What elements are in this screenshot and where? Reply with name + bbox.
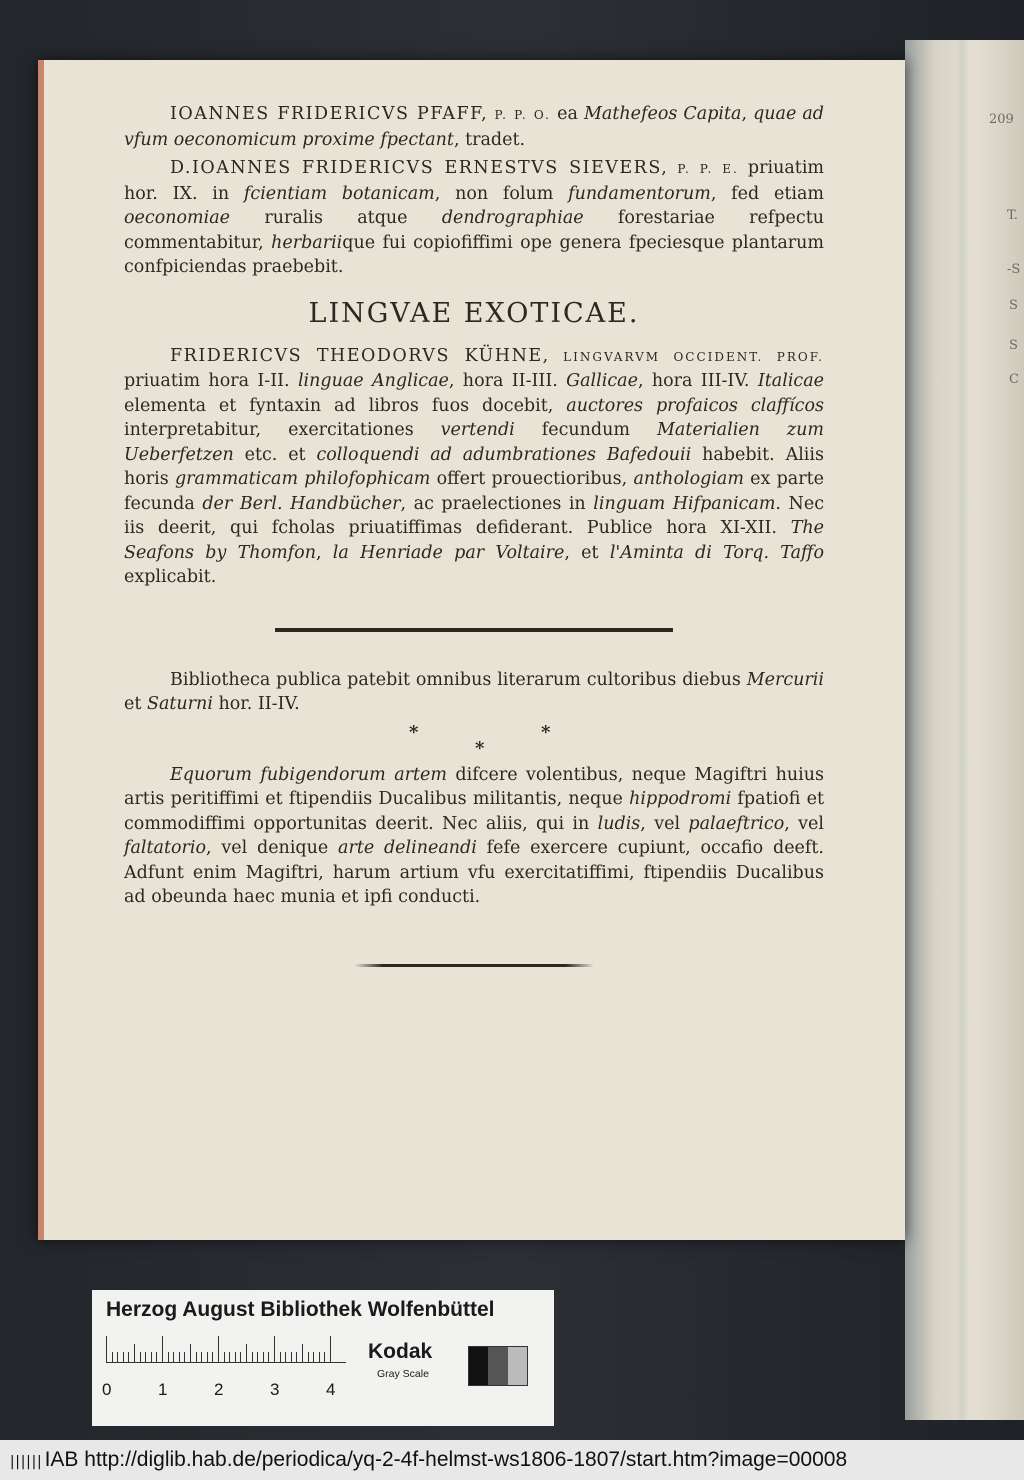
text-run: forestariae refpectu commentabitur, — [124, 208, 825, 253]
asterism-star: * — [409, 721, 419, 743]
text-run: P. P. O. — [488, 108, 558, 122]
ruler-number: 1 — [158, 1380, 168, 1399]
text-run: , ac praelectiones in — [400, 493, 594, 514]
text-run: priuatim hor. IX. in — [124, 158, 825, 204]
ruler-tick — [162, 1336, 163, 1362]
text-run: hor. II-IV. — [212, 694, 300, 714]
color-target-card — [92, 1290, 554, 1426]
ruler-tick — [224, 1352, 225, 1362]
text-run: . Nec iis deerit, qui fcholas priuatiffimas defiderant. Publice hora XI-XII. — [124, 493, 824, 538]
asterism — [124, 721, 824, 761]
ruler-tick — [218, 1336, 219, 1362]
ruler-tick — [207, 1352, 208, 1362]
text-run: , vel — [784, 813, 825, 834]
library-notice — [124, 668, 824, 717]
text-run: et — [124, 694, 147, 714]
text-run: anthologiam — [633, 469, 744, 489]
text-run: palaeftrico — [688, 813, 785, 834]
text-run: Mathefeos Capita — [583, 104, 742, 124]
text-run: Mercurii — [746, 669, 824, 690]
ruler-tick — [196, 1352, 197, 1362]
text-run: faltatorio — [124, 838, 207, 858]
text-run: dendrographiae — [441, 208, 584, 228]
text-run: priuatim hora I-II. — [124, 371, 298, 391]
ruler-tick — [117, 1352, 118, 1362]
ruler-tick — [308, 1352, 309, 1362]
lecture-entry-kuhne — [124, 344, 824, 590]
text-run: LINGVARVM OCCIDENT. PROF. — [549, 349, 824, 364]
text-run: grammaticam philofophicam — [174, 469, 431, 489]
ruler-tick — [106, 1336, 107, 1362]
glass-plate-edge — [955, 40, 969, 1420]
ruler-tick — [151, 1352, 152, 1362]
text-run: herbarii — [271, 232, 343, 253]
text-run: explicabit. — [124, 567, 217, 587]
page-text-block — [124, 102, 824, 967]
edge-mark: T. — [1007, 208, 1018, 223]
edge-mark: 209 — [989, 112, 1014, 127]
text-run: linguam Hifpanicam — [593, 493, 776, 514]
ruler-tick — [173, 1352, 174, 1362]
document-page — [38, 60, 905, 1240]
text-run: fcientiam botanicam — [243, 183, 435, 204]
text-run: ea — [557, 104, 584, 124]
text-run: fpatiofi et commodiffimi opportunitas deerit. Nec aliis, qui in — [124, 789, 824, 834]
text-run: Equorum fubigendorum artem — [170, 764, 447, 785]
ruler-tick — [128, 1352, 129, 1362]
text-run: colloquendi ad adumbrationes Bafedouii — [316, 444, 692, 465]
scale-ruler — [106, 1336, 346, 1363]
edge-mark: S — [1009, 298, 1018, 313]
ruler-tick — [285, 1352, 286, 1362]
page-url[interactable]: http://diglib.hab.de/periodica/yq-2-4f-helmst-ws1806-1807/start.htm?image=00008 — [84, 1448, 848, 1471]
ruler-tick — [291, 1352, 292, 1362]
ruler-tick — [263, 1352, 264, 1362]
text-run: , non folum — [434, 183, 569, 204]
riding-notice — [124, 763, 824, 910]
ruler-tick — [229, 1352, 230, 1362]
section-heading: LINGVAE EXOTICAE. — [308, 297, 640, 329]
lecture-entry-sievers — [124, 156, 824, 280]
edge-mark: S — [1009, 338, 1018, 353]
gray-scale-label: Gray Scale — [377, 1368, 429, 1380]
ruler-tick — [240, 1352, 241, 1362]
text-run: IOANNES FRIDERICVS PFAFF, — [170, 104, 489, 124]
text-run: D.IOANNES FRIDERICVS ERNESTVS SIEVERS, — [170, 158, 669, 178]
text-run: auctores profaicos claffícos — [566, 395, 824, 416]
horizontal-rule — [275, 628, 673, 632]
ruler-tick — [235, 1352, 236, 1362]
text-run: ludis — [597, 813, 641, 834]
text-run: vertendi — [440, 420, 515, 440]
ruler-tick — [112, 1352, 113, 1362]
text-run: , — [741, 104, 754, 124]
text-run: interpretabitur, exercitationes — [124, 420, 441, 440]
text-run: Saturni — [146, 694, 213, 714]
asterism-star: * — [541, 721, 551, 743]
text-run: quae ad vfum oeconomicum proxime fpectant — [124, 104, 824, 150]
text-run: habebit. Aliis horis — [124, 444, 824, 489]
ruler-tick — [330, 1336, 331, 1362]
text-run: , — [315, 542, 333, 563]
text-run: , hora II-III. — [448, 371, 567, 391]
ruler-tick — [168, 1352, 169, 1362]
text-run: la Henriade par Voltaire — [332, 542, 565, 563]
ruler-tick — [123, 1352, 124, 1362]
text-run: fundamentorum — [568, 183, 711, 204]
gray-patch — [508, 1347, 527, 1385]
ruler-tick — [319, 1352, 320, 1362]
text-run: fecundum — [514, 420, 657, 440]
edge-mark: -S — [1007, 262, 1021, 277]
text-run: Italicae — [757, 371, 825, 391]
text-run: etc. et — [233, 444, 317, 465]
text-run: The Seafons by Thomfon — [124, 518, 824, 563]
text-run: linguae Anglicae — [297, 371, 449, 391]
text-run: P. P. E. — [668, 162, 748, 176]
text-run: der Berl. Handbücher — [202, 493, 401, 514]
text-run: hippodromi — [629, 789, 732, 809]
ruler-tick — [212, 1352, 213, 1362]
ruler-tick — [324, 1352, 325, 1362]
ruler-tick — [280, 1352, 281, 1362]
ruler-tick — [201, 1352, 202, 1362]
text-run: , tradet. — [453, 129, 526, 150]
text-run: FRIDERICVS THEODORVS KÜHNE, — [170, 345, 550, 366]
ruler-tick — [257, 1352, 258, 1362]
text-run: Gallicae — [566, 371, 638, 391]
text-run: , hora III-IV. — [637, 371, 758, 391]
ruler-tick — [134, 1344, 135, 1362]
ruler-tick — [268, 1352, 269, 1362]
text-run: l'Aminta di Torq. Taffo — [609, 542, 824, 563]
lecture-entry-pfaff — [124, 102, 824, 152]
barcode-icon: |||||| — [8, 1454, 41, 1470]
ruler-tick — [246, 1344, 247, 1362]
ruler-number: 2 — [214, 1380, 224, 1399]
text-run: Materialien zum Ueberfetzen — [124, 420, 824, 465]
text-run: ex parte fecunda — [124, 469, 824, 514]
ruler-tick — [156, 1352, 157, 1362]
text-run: , vel denique — [206, 838, 339, 858]
edge-mark: C — [1009, 372, 1019, 387]
ruler-tick — [302, 1344, 303, 1362]
text-run: oeconomiae — [124, 208, 231, 228]
asterism-star: * — [475, 737, 485, 759]
text-run: offert prouectioribus, — [430, 469, 634, 489]
text-run: , vel — [640, 813, 689, 834]
text-run: , fed etiam — [710, 183, 824, 204]
ruler-number: 3 — [270, 1380, 280, 1399]
url-prefix: IAB — [44, 1448, 79, 1471]
gray-patch — [488, 1347, 507, 1385]
ruler-tick — [296, 1352, 297, 1362]
text-run: fefe exercere cupiunt, occafio deeft. Adfunt enim Magiftri, harum artium vfu exercitatiffimi, ftipendiis Ducalibus ad obeunda haec munia et ipfi conducti. — [124, 838, 824, 907]
gray-patches — [468, 1346, 528, 1386]
adjacent-page-edge — [905, 40, 1024, 1420]
ruler-tick — [145, 1352, 146, 1362]
library-name: Herzog August Bibliothek Wolfenbüttel — [106, 1298, 495, 1321]
ruler-tick — [252, 1352, 253, 1362]
text-run: , et — [564, 542, 610, 563]
ruler-number: 0 — [102, 1380, 112, 1399]
text-run: arte delineandi — [338, 838, 477, 858]
kodak-logo: Kodak — [368, 1340, 433, 1363]
text-run: ruralis atque — [230, 208, 442, 228]
text-run: Bibliotheca publica patebit omnibus literarum cultoribus diebus — [170, 669, 747, 690]
url-footer — [0, 1440, 1024, 1480]
ruler-tick — [184, 1352, 185, 1362]
ruler-tick — [190, 1344, 191, 1362]
ruler-tick — [179, 1352, 180, 1362]
ruler-number: 4 — [326, 1380, 336, 1399]
text-run: difcere volentibus, neque Magiftri huius artis peritiffimi et ftipendiis Ducalibus militantis, neque — [124, 764, 824, 809]
ruler-tick — [274, 1336, 275, 1362]
gray-patch — [469, 1347, 488, 1385]
ruler-tick — [140, 1352, 141, 1362]
text-run: que fui copiofiffimi ope genera fpeciesque plantarum confpiciendas praebebit. — [124, 232, 824, 277]
text-run: elementa et fyntaxin ad libros fuos docebit, — [124, 395, 567, 416]
end-ornament-rule — [354, 964, 594, 967]
ruler-tick — [313, 1352, 314, 1362]
